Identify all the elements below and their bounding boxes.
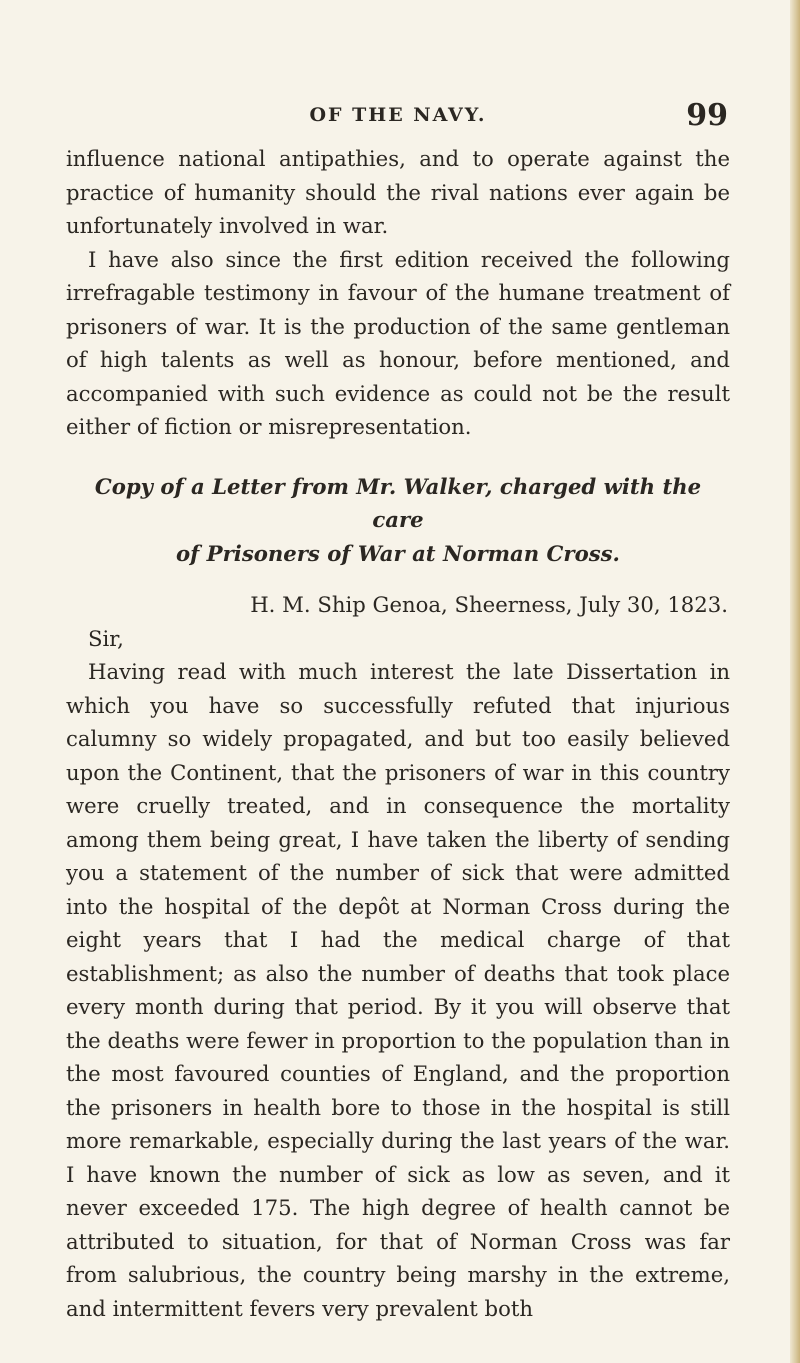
letter-dateline: H. M. Ship Genoa, Sheerness, July 30, 1823.	[250, 592, 728, 617]
letter-heading-line-2: of Prisoners of War at Norman Cross.	[176, 540, 620, 566]
letter-heading-line-1: Copy of a Letter from Mr. Walker, charged with the care	[94, 473, 702, 532]
book-page	[66, 98, 730, 1325]
body-text	[66, 142, 730, 1325]
letter-body: Having read with much interest the late Dissertation in which you have so successfully refuted that injurious calumny so widely propagated, and but too easily believed upon the Continent, that the prisoners of war in this country were cruelly treated, and in consequence the mortality among them being great, I have taken the liberty of sending you a statement of the number of sick that were admitted into the hospital of the depôt at Norman Cross during the eight years that I had the medical charge of that establishment; as also the number of deaths that took place every month during that period. By it you will observe that the deaths were fewer in proportion to the population than in the most favoured counties of England, and the proportion the prisoners in health bore to those in the hospital is still more remarkable, especially during the last years of the war. I have known the number of sick as low as seven, and it never exceeded 175. The high degree of health cannot be attributed to situation, for that of Norman Cross was far from salubrious, the country being marshy in the extreme, and intermittent fevers very prevalent both	[66, 659, 730, 1321]
paragraph-continued: influence national antipathies, and to operate against the practice of humanity should the rival nations ever again be unfortunately involved in war.	[66, 146, 730, 238]
letter-heading	[66, 470, 730, 571]
running-head	[66, 98, 730, 138]
paragraph-testimony: I have also since the first edition received the following irrefragable testimony in favour of the humane treatment of prisoners of war. It is the production of the same gentleman of high talents as well as honour, before mentioned, and accompanied with such evidence as could not be the result either of fiction or misrepresentation.	[66, 246, 730, 439]
letter-salutation: Sir,	[88, 625, 124, 651]
page-number: 99	[686, 98, 728, 133]
running-title: OF THE NAVY.	[309, 104, 487, 126]
page-edge	[790, 0, 800, 1363]
